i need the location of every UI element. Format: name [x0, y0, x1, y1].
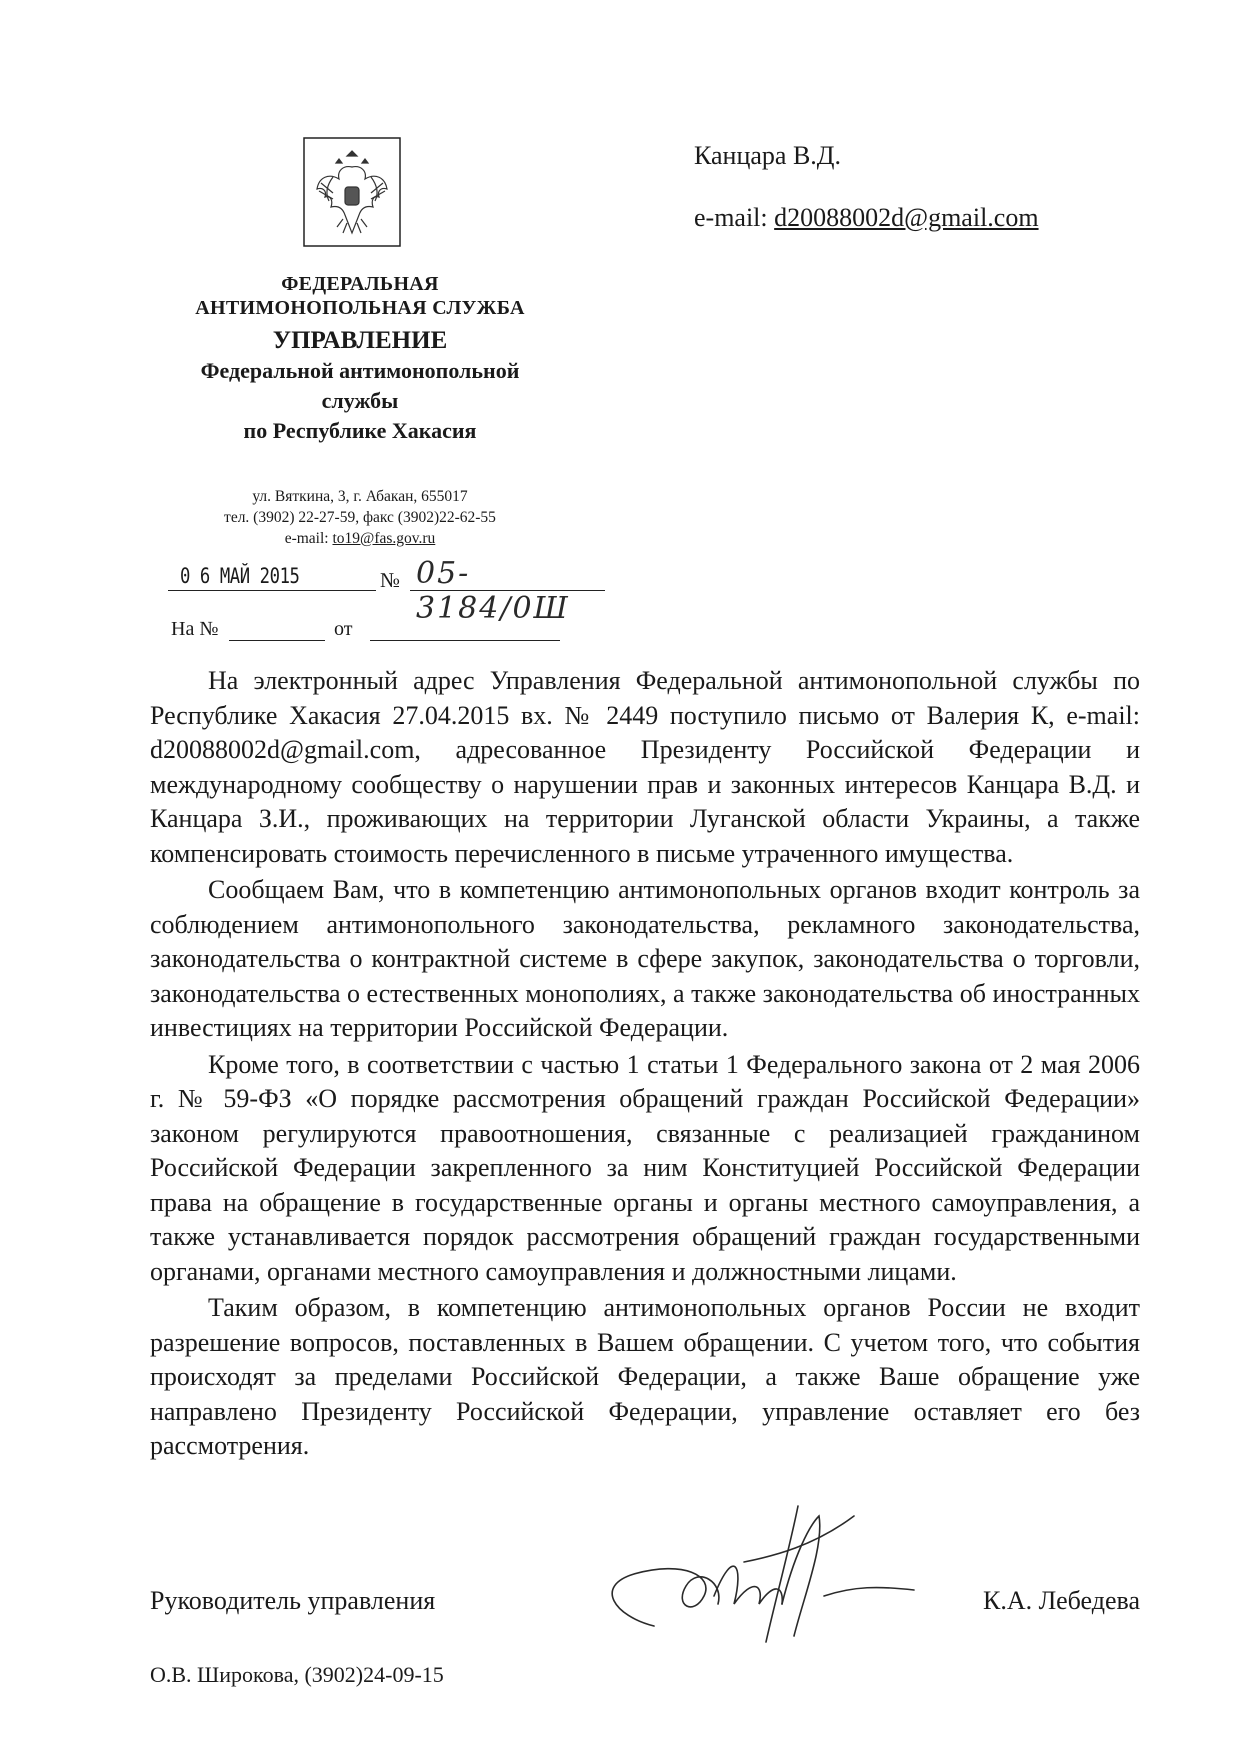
number-underline: [410, 590, 605, 591]
dept-line3: службы: [321, 388, 399, 413]
body-paragraph-3: Кроме того, в соответствии с частью 1 статьи 1 Федерального закона от 2 мая 2006 г. № 59-ФЗ «О порядке рассмотрения обращений граждан Российской Федерации» законом регулируются правоотношения, связанные с реализацией гражданином Российской Федерации закрепленного за ним Конституцией Российской Федерации права на обращение в государственные органы и органы местного самоуправления, а также устанавливается порядок рассмотрения обращений граждан государственными органами, органами местного самоуправления и должностными лицами.: [150, 1049, 1140, 1286]
recipient-email-link[interactable]: d20088002d@gmail.com: [774, 203, 1039, 232]
coat-of-arms-icon: [303, 137, 401, 247]
date-underline: [168, 590, 376, 591]
recipient-email-label: e-mail:: [694, 203, 775, 232]
reference-from-label: от: [334, 618, 353, 640]
org-contacts: [150, 486, 570, 549]
registration-line: [158, 556, 618, 626]
signer-name: К.А. Лебедева: [983, 1586, 1140, 1615]
reference-number-label: На №: [171, 618, 219, 640]
registration-number-handwritten: 05-3184/0Ш: [416, 556, 570, 626]
org-email-line: [150, 528, 570, 549]
recipient-block: [694, 138, 1039, 236]
org-name-line1: ФЕДЕРАЛЬНАЯ: [281, 273, 439, 295]
org-address: ул. Вяткина, 3, г. Абакан, 655017: [252, 488, 468, 505]
signature-row: [150, 1586, 1140, 1646]
organization-header: [150, 272, 570, 446]
org-email-label: e-mail:: [284, 530, 333, 547]
reference-line: [171, 618, 591, 648]
dept-title: УПРАВЛЕНИЕ: [272, 327, 448, 354]
org-phone: тел. (3902) 22-27-59, факс (3902)22-62-55: [224, 509, 496, 526]
org-name-line2: АНТИМОНОПОЛЬНАЯ СЛУЖБА: [195, 297, 525, 319]
recipient-name: Канцара В.Д.: [694, 141, 842, 170]
recipient-email-line: [694, 200, 1039, 236]
body-paragraph-2: Сообщаем Вам, что в компетенцию антимонопольных органов входит контроль за соблюдением антимонопольного законодательства, рекламного законодательства, законодательства о контрактной системе в сфере закупок, законодательства о торговли, законодательства о естественных монополиях, а также законодательства об иностранных инвестициях на территории Российской Федерации.: [150, 875, 1140, 1042]
letter-body: [150, 664, 1140, 1466]
body-paragraph-4: Таким образом, в компетенцию антимонопольных органов России не входит разрешение вопросов, поставленных в Вашем обращении. С учетом того, что события происходят за пределами Российской Федерации, а также Ваше обращение уже направлено Президенту Российской Федерации, управление оставляет его без рассмотрения.: [150, 1293, 1140, 1460]
org-email-link[interactable]: to19@fas.gov.ru: [332, 530, 436, 547]
signer-position: Руководитель управления: [150, 1586, 436, 1615]
reference-number-blank: [229, 640, 325, 641]
dept-line4: по Республике Хакасия: [243, 418, 477, 443]
dept-line2: Федеральной антимонопольной: [200, 358, 520, 383]
registration-date-stamp: 0 6 МАЙ 2015: [180, 564, 300, 588]
number-label: №: [380, 568, 401, 592]
reference-date-blank: [370, 640, 560, 641]
body-paragraph-1: На электронный адрес Управления Федеральной антимонопольной службы по Республике Хакасия 27.04.2015 вх. № 2449 поступило письмо от Валерия К, e-mail: d20088002d@gmail.com, адресованное Президенту Российской Федерации и международному сообществу о нарушении прав и законных интересов Канцара В.Д. и Канцара З.И., проживающих на территории Луганской области Украины, а также компенсировать стоимость перечисленного в письме утраченного имущества.: [150, 666, 1140, 868]
executor-contact: О.В. Широкова, (3902)24-09-15: [150, 1662, 444, 1687]
